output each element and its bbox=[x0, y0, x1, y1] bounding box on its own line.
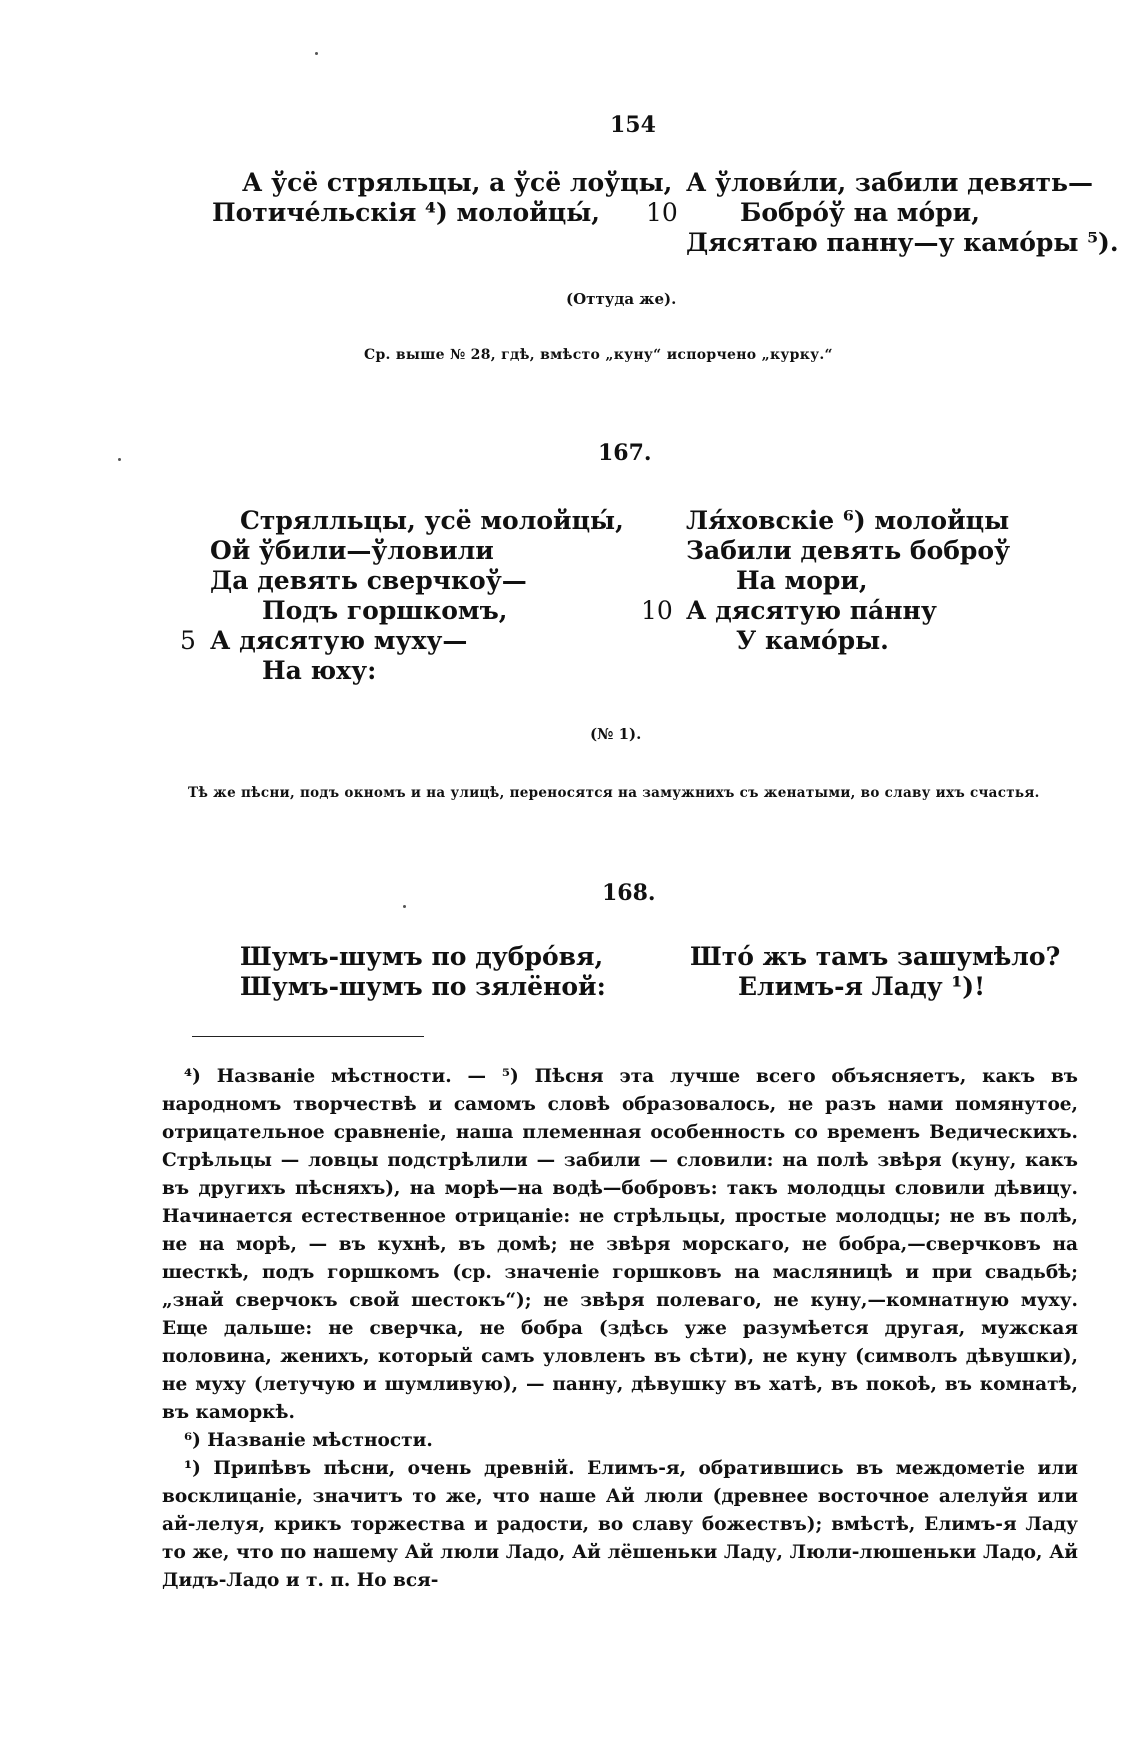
verse-line: На мори, bbox=[736, 566, 868, 595]
line-number: 10 bbox=[641, 596, 673, 625]
footnote-separator bbox=[192, 1036, 424, 1037]
verse-line: Шумъ-шумъ по зялёной: bbox=[240, 972, 606, 1001]
verse-line: На юху: bbox=[262, 656, 377, 685]
editorial-note: Ср. выше № 28, гдѣ, вмѣсто „куну“ испорчено „курку.“ bbox=[364, 347, 833, 363]
verse-line: Елимъ-я Ладу ¹)! bbox=[738, 972, 986, 1001]
footnotes bbox=[162, 1063, 1078, 1595]
print-speck bbox=[315, 52, 318, 55]
verse-line: 10 А дясятую пáнну bbox=[641, 596, 937, 625]
verse-line: А ўлови́ли, забили девять— bbox=[686, 168, 1093, 197]
source-reference: (№ 1). bbox=[590, 725, 642, 743]
verse-line: У камóры. bbox=[736, 626, 889, 655]
verse-line: Стрялльцы, усё молойцы́, bbox=[240, 506, 624, 535]
song-168-right-stanza bbox=[690, 942, 1060, 1002]
print-speck bbox=[118, 458, 121, 461]
verse-line: Да девять сверчкоў— bbox=[210, 566, 527, 595]
verse-line: Штó жъ тамъ зашумѣло? bbox=[690, 942, 1061, 971]
verse-line: Ля́ховскіе ⁶) молойцы bbox=[686, 506, 1010, 535]
verse-line: 10 Бобрóў на мóри, bbox=[646, 198, 980, 227]
line-number: 10 bbox=[646, 198, 678, 227]
footnote: ⁴) Названіе мѣстности. — ⁵) Пѣсня эта лучше всего объясняетъ, какъ въ народномъ творчествѣ и самомъ словѣ образовалось, не разъ нами помянутое, отрицательное сравненіе, наша племенная особенность со временъ Ведическихъ. Стрѣльцы — ловцы подстрѣлили — забили — словили: на полѣ звѣря (куну, какъ въ другихъ пѣсняхъ), на морѣ—на водѣ—бобровъ: такъ молодцы словили дѣвицу. Начинается естественное отрицаніе: не стрѣльцы, простые молодцы; не въ полѣ, не на морѣ, — въ кухнѣ, въ домѣ; не звѣря морскаго, не бобра,—сверчковъ на шесткѣ, подъ горшкомъ (ср. значеніе горшковъ на масляницѣ и при свадьбѣ; „знай сверчокъ свой шестокъ“); не звѣря полеваго, не куну,—комнатную муху. Еще дальше: не сверчка, не бобра (здѣсь уже разумѣется другая, мужская половина, женихъ, который самъ уловленъ въ сѣти), не куну (символъ дѣвушки), не муху (летучую и шумливую), — панну, дѣвушку въ хатѣ, въ покоѣ, въ комнатѣ, въ каморкѣ. bbox=[162, 1066, 1078, 1423]
song-number: 167. bbox=[598, 440, 652, 466]
line-number: 5 bbox=[180, 626, 196, 655]
song-167-right-stanza bbox=[641, 506, 1011, 656]
song-166-right-stanza bbox=[646, 168, 1119, 258]
verse-line: Забили девять боброў bbox=[686, 536, 1011, 565]
footnote: ⁶) Названіе мѣстности. bbox=[184, 1430, 433, 1451]
song-number: 168. bbox=[602, 880, 656, 906]
verse-line: А ўсё стряльцы, а ўсё лоўцы, bbox=[242, 168, 673, 197]
song-166-left-stanza bbox=[212, 168, 672, 228]
page-number: 154 bbox=[610, 112, 656, 138]
print-speck bbox=[403, 905, 406, 908]
verse-line: Ой ўбили—ўловили bbox=[210, 536, 494, 565]
verse-line: 5 А дясятую муху— bbox=[180, 626, 468, 655]
verse-line: Потичéльскія ⁴) молойцы́, bbox=[212, 198, 601, 227]
verse-line: Дясятаю панну—у камóры ⁵). bbox=[686, 228, 1119, 257]
song-168-left-stanza bbox=[240, 942, 606, 1002]
footnote: ¹) Припѣвъ пѣсни, очень древній. Елимъ-я, обратившись въ междометіе или восклицаніе, значитъ то же, что наше Ай люли (древнее восточное алелуйя или ай-лелуя, крикъ торжества и радости, во славу божествъ); вмѣстѣ, Елимъ-я Ладу то же, что по нашему Ай люли Ладо, Ай лёшеньки Ладу, Люли-люшеньки Ладо, Ай Дидъ-Ладо и т. п. Но вся- bbox=[162, 1458, 1078, 1591]
verse-line: Шумъ-шумъ по дубрóвя, bbox=[240, 942, 604, 971]
source-reference: (Оттуда же). bbox=[566, 290, 677, 308]
song-167-left-stanza bbox=[180, 506, 624, 686]
editorial-note: Тѣ же пѣсни, подъ окномъ и на улицѣ, переносятся на замужнихъ съ женатыми, во славу ихъ счастья. bbox=[188, 785, 1040, 801]
verse-line: Подъ горшкомъ, bbox=[262, 596, 508, 625]
